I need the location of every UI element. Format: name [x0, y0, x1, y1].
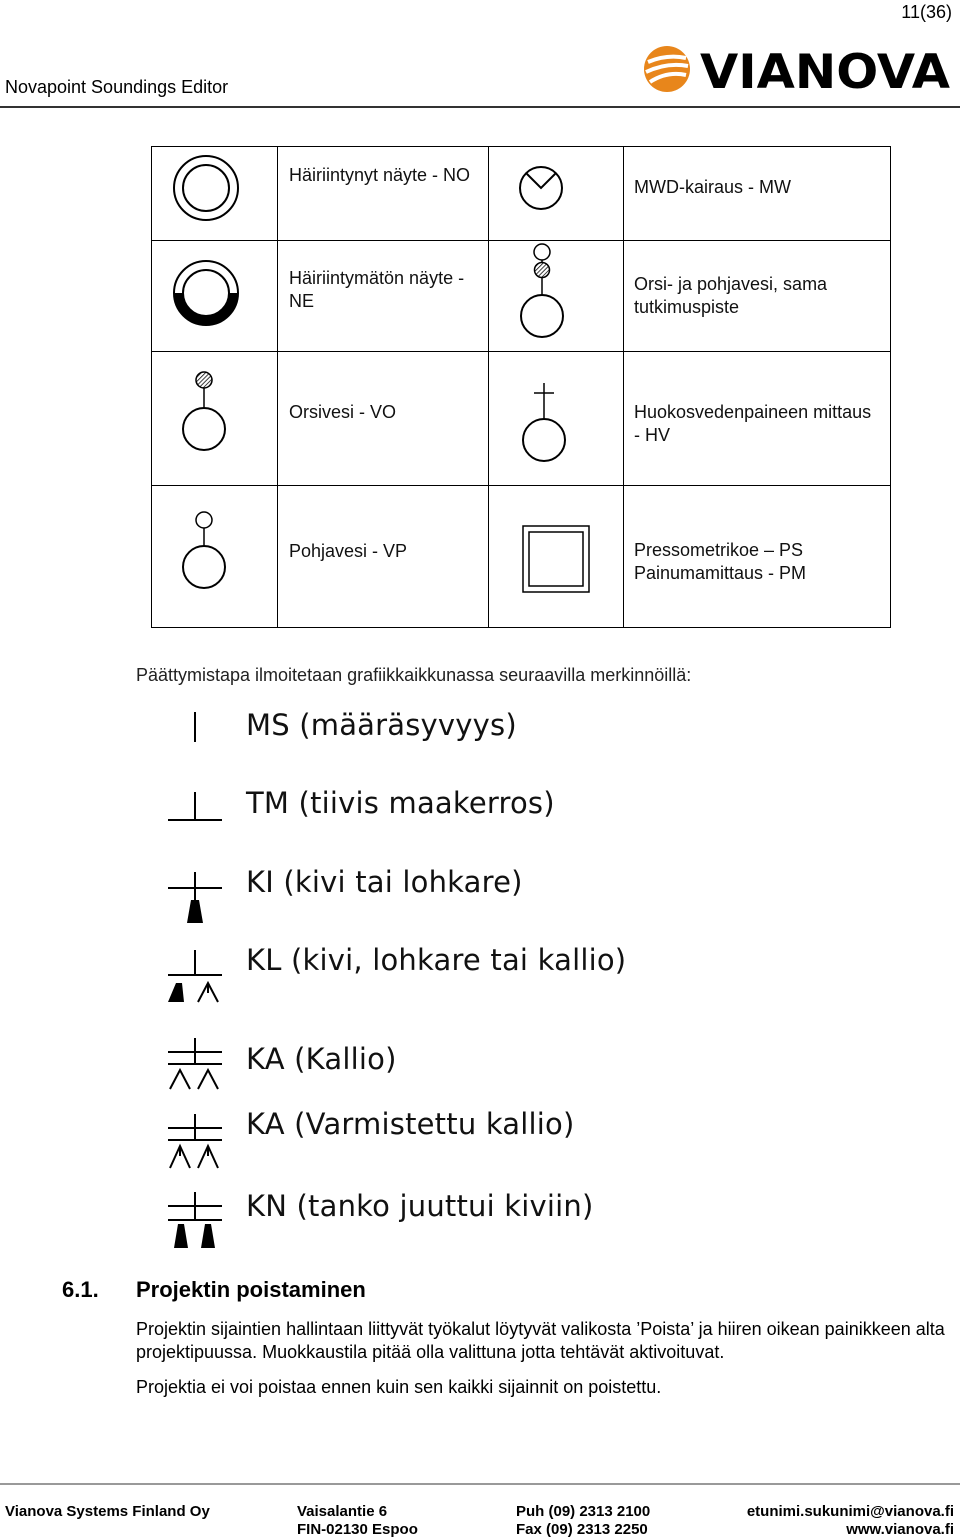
tm-dense-layer-icon	[160, 780, 230, 850]
ka-rock-icon	[160, 1032, 230, 1102]
legend-label-tm: TM (tiivis maakerros)	[246, 786, 555, 820]
svg-text:VIANOVA: VIANOVA	[700, 45, 951, 94]
table-label-mw: MWD-kairaus - MW	[634, 177, 791, 197]
perched-groundwater-same-point-icon	[517, 242, 567, 347]
section-title: Projektin poistaminen	[136, 1277, 366, 1302]
kl-stone-or-rock-icon	[160, 938, 230, 1008]
footer-street: Vaisalantie 6	[297, 1503, 388, 1520]
legend-label-ka: KA (Kallio)	[246, 1042, 397, 1076]
page-number: 11(36)	[901, 2, 952, 22]
footer-phone: Puh (09) 2313 2100	[516, 1503, 651, 1520]
section-paragraph-2: Projektia ei voi poistaa ennen kuin sen kaikki sijainnit on poistettu.	[136, 1377, 662, 1397]
table-label-no: Häiriintynyt näyte - NO	[289, 165, 471, 185]
legend-label-kn: KN (tanko juuttui kiviin)	[246, 1189, 594, 1223]
mwd-drilling-icon	[516, 163, 566, 218]
section-paragraph-1: Projektin sijaintien hallintaan liittyvät työkalut löytyvät valikosta ’Poista’ ja hiiren oikean painikkeen alta projektipuussa. Muokkaustila pitää olla valittuna jotta tehtävät aktivoituvat.	[136, 1319, 945, 1362]
table-label-vo: Orsivesi - VO	[289, 402, 397, 422]
table-label-vp: Pohjavesi - VP	[289, 541, 408, 561]
section-number: 6.1.	[62, 1277, 99, 1302]
footer-divider	[0, 1483, 960, 1485]
ki-stone-icon	[160, 860, 230, 930]
pressuremeter-icon	[521, 524, 591, 599]
undisturbed-sample-icon	[170, 257, 242, 334]
table-label-ps-pm: Pressometrikoe – PS Painumamittaus - PM	[634, 540, 807, 583]
intro-text: Päättymistapa ilmoitetaan grafiikkaikkunassa seuraavilla merkinnöillä:	[136, 665, 692, 685]
disturbed-sample-icon	[170, 152, 242, 229]
pore-pressure-icon	[519, 381, 569, 471]
footer-email: etunimi.sukunimi@vianova.fi	[746, 1503, 954, 1520]
groundwater-icon	[179, 509, 229, 599]
perched-water-icon	[179, 369, 229, 459]
footer-web: www.vianova.fi	[846, 1521, 954, 1538]
header-divider	[0, 106, 960, 108]
footer-fax: Fax (09) 2313 2250	[516, 1521, 648, 1538]
ms-depth-icon	[160, 702, 230, 772]
symbols-table	[151, 146, 891, 628]
legend-label-ki: KI (kivi tai lohkare)	[246, 865, 523, 899]
table-label-hv: Huokosvedenpaineen mittaus - HV	[634, 402, 872, 445]
footer-company: Vianova Systems Finland Oy	[5, 1503, 210, 1520]
kn-rod-stuck-icon	[160, 1186, 230, 1256]
vianova-logo	[642, 44, 954, 94]
footer-postal: FIN-02130 Espoo	[297, 1521, 418, 1538]
legend-label-ms: MS (määräsyvyys)	[246, 708, 517, 742]
vianova-logo-mark-icon	[644, 46, 690, 92]
legend-label-ka-verified: KA (Varmistettu kallio)	[246, 1107, 575, 1141]
table-label-orsi-pohjavesi: Orsi- ja pohjavesi, sama tutkimuspiste	[634, 274, 828, 317]
document-title: Novapoint Soundings Editor	[5, 77, 229, 97]
ka-verified-rock-icon	[160, 1108, 230, 1178]
legend-label-kl: KL (kivi, lohkare tai kallio)	[246, 943, 627, 977]
table-label-ne: Häiriintymätön näyte - NE	[289, 268, 465, 311]
